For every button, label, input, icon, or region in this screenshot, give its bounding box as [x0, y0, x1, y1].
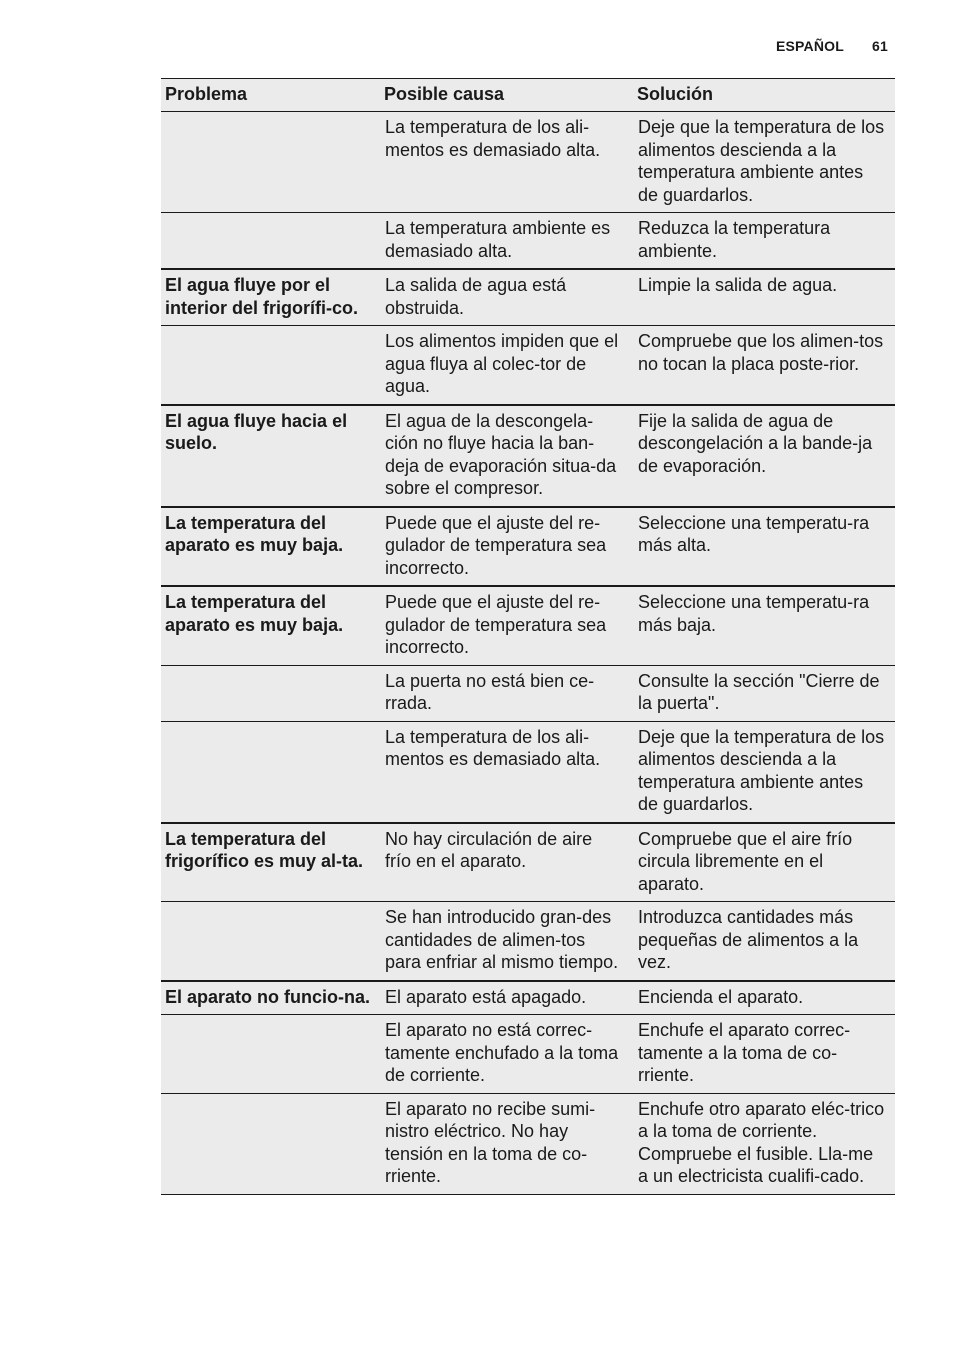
table-row — [161, 405, 895, 507]
solution-cell: Fije la salida de agua de descongelación a la bande-​ja de evaporación. — [633, 405, 895, 507]
page-number: 61 — [872, 38, 888, 54]
problem-cell — [161, 1015, 380, 1094]
solution-cell: Encienda el aparato. — [633, 981, 895, 1015]
solution-cell: Seleccione una temperatu-​ra más baja. — [633, 586, 895, 665]
problem-cell: El aparato no funcio-​na. — [161, 981, 380, 1015]
table-body — [161, 112, 895, 1195]
cause-cell: La temperatura ambiente es demasiado alta. — [380, 213, 633, 270]
cause-cell: La salida de agua está obstruida. — [380, 269, 633, 326]
cause-cell: Puede que el ajuste del re-​gulador de temperatura sea incorrecto. — [380, 507, 633, 587]
column-header-problem: Problema — [161, 79, 380, 112]
cause-cell: El aparato no está correc-​tamente enchufado a la toma de corriente. — [380, 1015, 633, 1094]
problem-cell — [161, 213, 380, 270]
solution-cell: Compruebe que el aire frío circula libremente en el aparato. — [633, 823, 895, 902]
table-row — [161, 213, 895, 270]
cause-cell: El aparato no recibe sumi-​nistro eléctrico. No hay tensión en la toma de co-​rriente. — [380, 1093, 633, 1194]
table-row — [161, 507, 895, 587]
table-row — [161, 823, 895, 902]
cause-cell: Se han introducido gran-​des cantidades de alimen-​tos para enfriar al mismo tiempo. — [380, 902, 633, 981]
solution-cell: Reduzca la temperatura ambiente. — [633, 213, 895, 270]
table-header-row — [161, 79, 895, 112]
problem-cell: La temperatura del frigorífico es muy al-​ta. — [161, 823, 380, 902]
header-language: ESPAÑOL — [775, 38, 845, 54]
table-row — [161, 269, 895, 326]
problem-cell — [161, 665, 380, 721]
solution-cell: Seleccione una temperatu-​ra más alta. — [633, 507, 895, 587]
table-row — [161, 721, 895, 823]
page-header — [776, 38, 888, 54]
problem-cell — [161, 721, 380, 823]
column-header-solution: Solución — [633, 79, 895, 112]
cause-cell: El agua de la descongela-​ción no fluye hacia la ban-​deja de evaporación situa-​da sobre el compresor. — [380, 405, 633, 507]
problem-cell — [161, 1093, 380, 1194]
troubleshooting-table — [161, 78, 895, 1195]
problem-cell — [161, 326, 380, 405]
column-header-cause: Posible causa — [380, 79, 633, 112]
cause-cell: No hay circulación de aire frío en el aparato. — [380, 823, 633, 902]
table-row — [161, 586, 895, 665]
solution-cell: Enchufe el aparato correc-​tamente a la toma de co-​rriente. — [633, 1015, 895, 1094]
table-row — [161, 1093, 895, 1194]
problem-cell: El agua fluye por el interior del frigorífi-​co. — [161, 269, 380, 326]
cause-cell: La temperatura de los ali-​mentos es demasiado alta. — [380, 721, 633, 823]
cause-cell: Puede que el ajuste del re-​gulador de temperatura sea incorrecto. — [380, 586, 633, 665]
table-row — [161, 1015, 895, 1094]
table-row — [161, 981, 895, 1015]
cause-cell: El aparato está apagado. — [380, 981, 633, 1015]
table-row — [161, 112, 895, 213]
solution-cell: Consulte la sección "Cierre de la puerta". — [633, 665, 895, 721]
solution-cell: Enchufe otro aparato eléc-​trico a la toma de corriente. Compruebe el fusible. Lla-​me a un electricista cualifi-​cado. — [633, 1093, 895, 1194]
cause-cell: Los alimentos impiden que el agua fluya al colec-​tor de agua. — [380, 326, 633, 405]
solution-cell: Introduzca cantidades más pequeñas de alimentos a la vez. — [633, 902, 895, 981]
problem-cell — [161, 112, 380, 213]
problem-cell: La temperatura del aparato es muy baja. — [161, 586, 380, 665]
table-row — [161, 902, 895, 981]
solution-cell: Deje que la temperatura de los alimentos descienda a la temperatura ambiente antes de guardarlos. — [633, 112, 895, 213]
cause-cell: La puerta no está bien ce-​rrada. — [380, 665, 633, 721]
cause-cell: La temperatura de los ali-​mentos es demasiado alta. — [380, 112, 633, 213]
solution-cell: Limpie la salida de agua. — [633, 269, 895, 326]
problem-cell: La temperatura del aparato es muy baja. — [161, 507, 380, 587]
solution-cell: Compruebe que los alimen-​tos no tocan la placa poste-​rior. — [633, 326, 895, 405]
table-row — [161, 665, 895, 721]
solution-cell: Deje que la temperatura de los alimentos descienda a la temperatura ambiente antes de guardarlos. — [633, 721, 895, 823]
problem-cell — [161, 902, 380, 981]
table-row — [161, 326, 895, 405]
problem-cell: El agua fluye hacia el suelo. — [161, 405, 380, 507]
